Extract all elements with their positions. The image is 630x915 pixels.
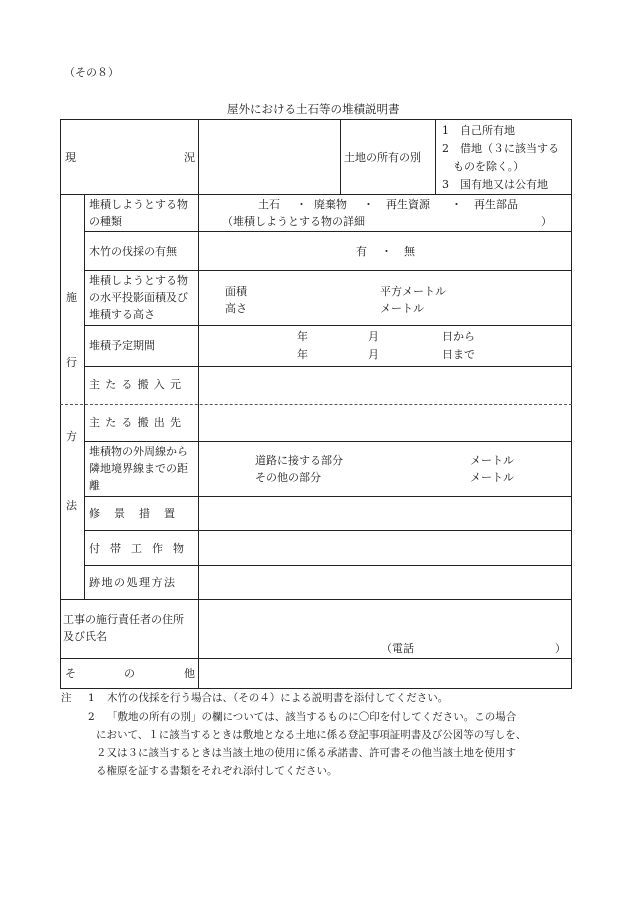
note-2-text-line2: において、１に該当するときは敷地となる土地に係る登記事項証明書及び公図等の写しを、: [96, 729, 527, 741]
structures-label: 付帯工作物: [89, 542, 194, 555]
grid-line: [60, 194, 572, 195]
note-1-text: 木竹の伐採を行う場合は、（その４）による説明書を添付してください。: [107, 692, 449, 704]
note-2-text: 「敷地の所有の別」の欄については、該当するものに〇印を付してください。この場合: [107, 711, 517, 723]
dashed-divider: [60, 404, 572, 405]
manager-label-2: 及び氏名: [63, 630, 107, 643]
distance-other-unit: メートル: [470, 471, 514, 484]
material-choice-recycled-resources[interactable]: 再生資源: [386, 198, 430, 211]
distance-road-unit: メートル: [470, 454, 514, 467]
carry-in-label: 主たる搬入元: [89, 378, 187, 391]
ownership-option-2-cont: ものを除く。）: [442, 160, 525, 173]
phone-open: （電話: [381, 642, 414, 655]
note-2-text-line4: る権原を証する書類をそれぞれ添付してください。: [96, 765, 338, 777]
distance-other-label: その他の部分: [255, 471, 321, 484]
grid-line: [84, 270, 572, 271]
grid-line: [84, 194, 85, 599]
grid-line: [340, 119, 341, 194]
choice-separator: ・: [451, 198, 462, 211]
manager-label: 工事の施行責任者の住所: [63, 613, 184, 626]
distance-label-2: 隣地境界線までの距: [89, 462, 188, 475]
grid-line: [60, 658, 572, 659]
grid-line: [84, 441, 572, 442]
period-label: 堆積予定期間: [89, 339, 155, 352]
material-choice-recycled-parts[interactable]: 再生部品: [474, 198, 518, 211]
grid-line: [198, 119, 199, 194]
other-label-2: の: [124, 667, 135, 680]
grid-line: [84, 565, 572, 566]
choice-separator: ・: [381, 245, 392, 258]
grid-line: [84, 530, 572, 531]
distance-label-3: 離: [89, 479, 100, 492]
height-unit: メートル: [380, 302, 424, 315]
table-border-top: [60, 119, 572, 120]
form-number: （その８）: [64, 66, 119, 79]
area-label-3: 堆積する高さ: [89, 308, 155, 321]
phone-close: ）: [555, 642, 566, 655]
ownership-option-1[interactable]: 1 自己所有地: [442, 124, 515, 137]
landscape-label: 修景措置: [89, 507, 189, 520]
materials-detail-open: （堆積しようとする物の詳細: [222, 215, 365, 228]
status-label-1: 現: [65, 151, 76, 164]
period-start-month: 月: [368, 330, 379, 343]
remains-label: 跡地の処理方法: [89, 576, 177, 589]
area-field-label: 面積: [225, 285, 247, 298]
note-2-text-line3: ２又は３に該当するときは当該土地の使用に係る承諾書、許可書その他当該土地を使用す: [96, 747, 516, 759]
distance-label: 堆積物の外周線から: [89, 445, 188, 458]
materials-label: 堆積しようとする物: [89, 198, 188, 211]
choice-separator: ・: [363, 198, 374, 211]
height-field-label: 高さ: [225, 302, 247, 315]
area-unit: 平方メートル: [380, 285, 446, 298]
other-label-3: 他: [184, 667, 195, 680]
period-start-day: 日から: [442, 330, 475, 343]
table-border-bottom: [60, 688, 572, 689]
distance-road-label: 道路に接する部分: [255, 454, 343, 467]
other-label-1: そ: [65, 667, 76, 680]
felling-choice-yes[interactable]: 有: [356, 245, 367, 258]
notes-prefix: 注: [61, 692, 72, 704]
status-label-2: 況: [184, 151, 195, 164]
page-title: 屋外における土石等の堆積説明書: [227, 102, 400, 116]
grid-line: [84, 366, 572, 367]
ownership-option-3[interactable]: 3 国有地又は公有地: [442, 178, 548, 191]
period-end-day: 日まで: [442, 348, 475, 361]
side-label-char: 法: [66, 499, 77, 512]
note-2-number: 2: [88, 711, 95, 723]
grid-line: [435, 119, 436, 194]
choice-separator: ・: [296, 198, 307, 211]
materials-label-2: の種類: [89, 215, 122, 228]
material-choice-soil[interactable]: 土石: [258, 198, 280, 211]
ownership-label: 土地の所有の別: [344, 151, 421, 164]
felling-choice-no[interactable]: 無: [404, 245, 415, 258]
grid-line: [84, 496, 572, 497]
area-label: 堆積しようとする物: [89, 274, 188, 287]
ownership-option-2[interactable]: 2 借地（３に該当する: [442, 142, 559, 155]
grid-line: [84, 325, 572, 326]
side-label-char: 行: [66, 356, 77, 369]
side-label-char: 方: [66, 430, 77, 443]
side-label-char: 施: [66, 291, 77, 304]
felling-label: 木竹の伐採の有無: [89, 245, 177, 258]
note-1-number: 1: [88, 692, 95, 704]
grid-line: [84, 231, 572, 232]
materials-detail-close: ）: [541, 215, 552, 228]
period-end-month: 月: [368, 348, 379, 361]
carry-out-label: 主たる搬出先: [89, 416, 187, 429]
period-end-year: 年: [297, 348, 308, 361]
period-start-year: 年: [297, 330, 308, 343]
material-choice-waste[interactable]: 廃棄物: [314, 198, 347, 211]
grid-line: [60, 599, 572, 600]
area-label-2: の水平投影面積及び: [89, 291, 188, 304]
